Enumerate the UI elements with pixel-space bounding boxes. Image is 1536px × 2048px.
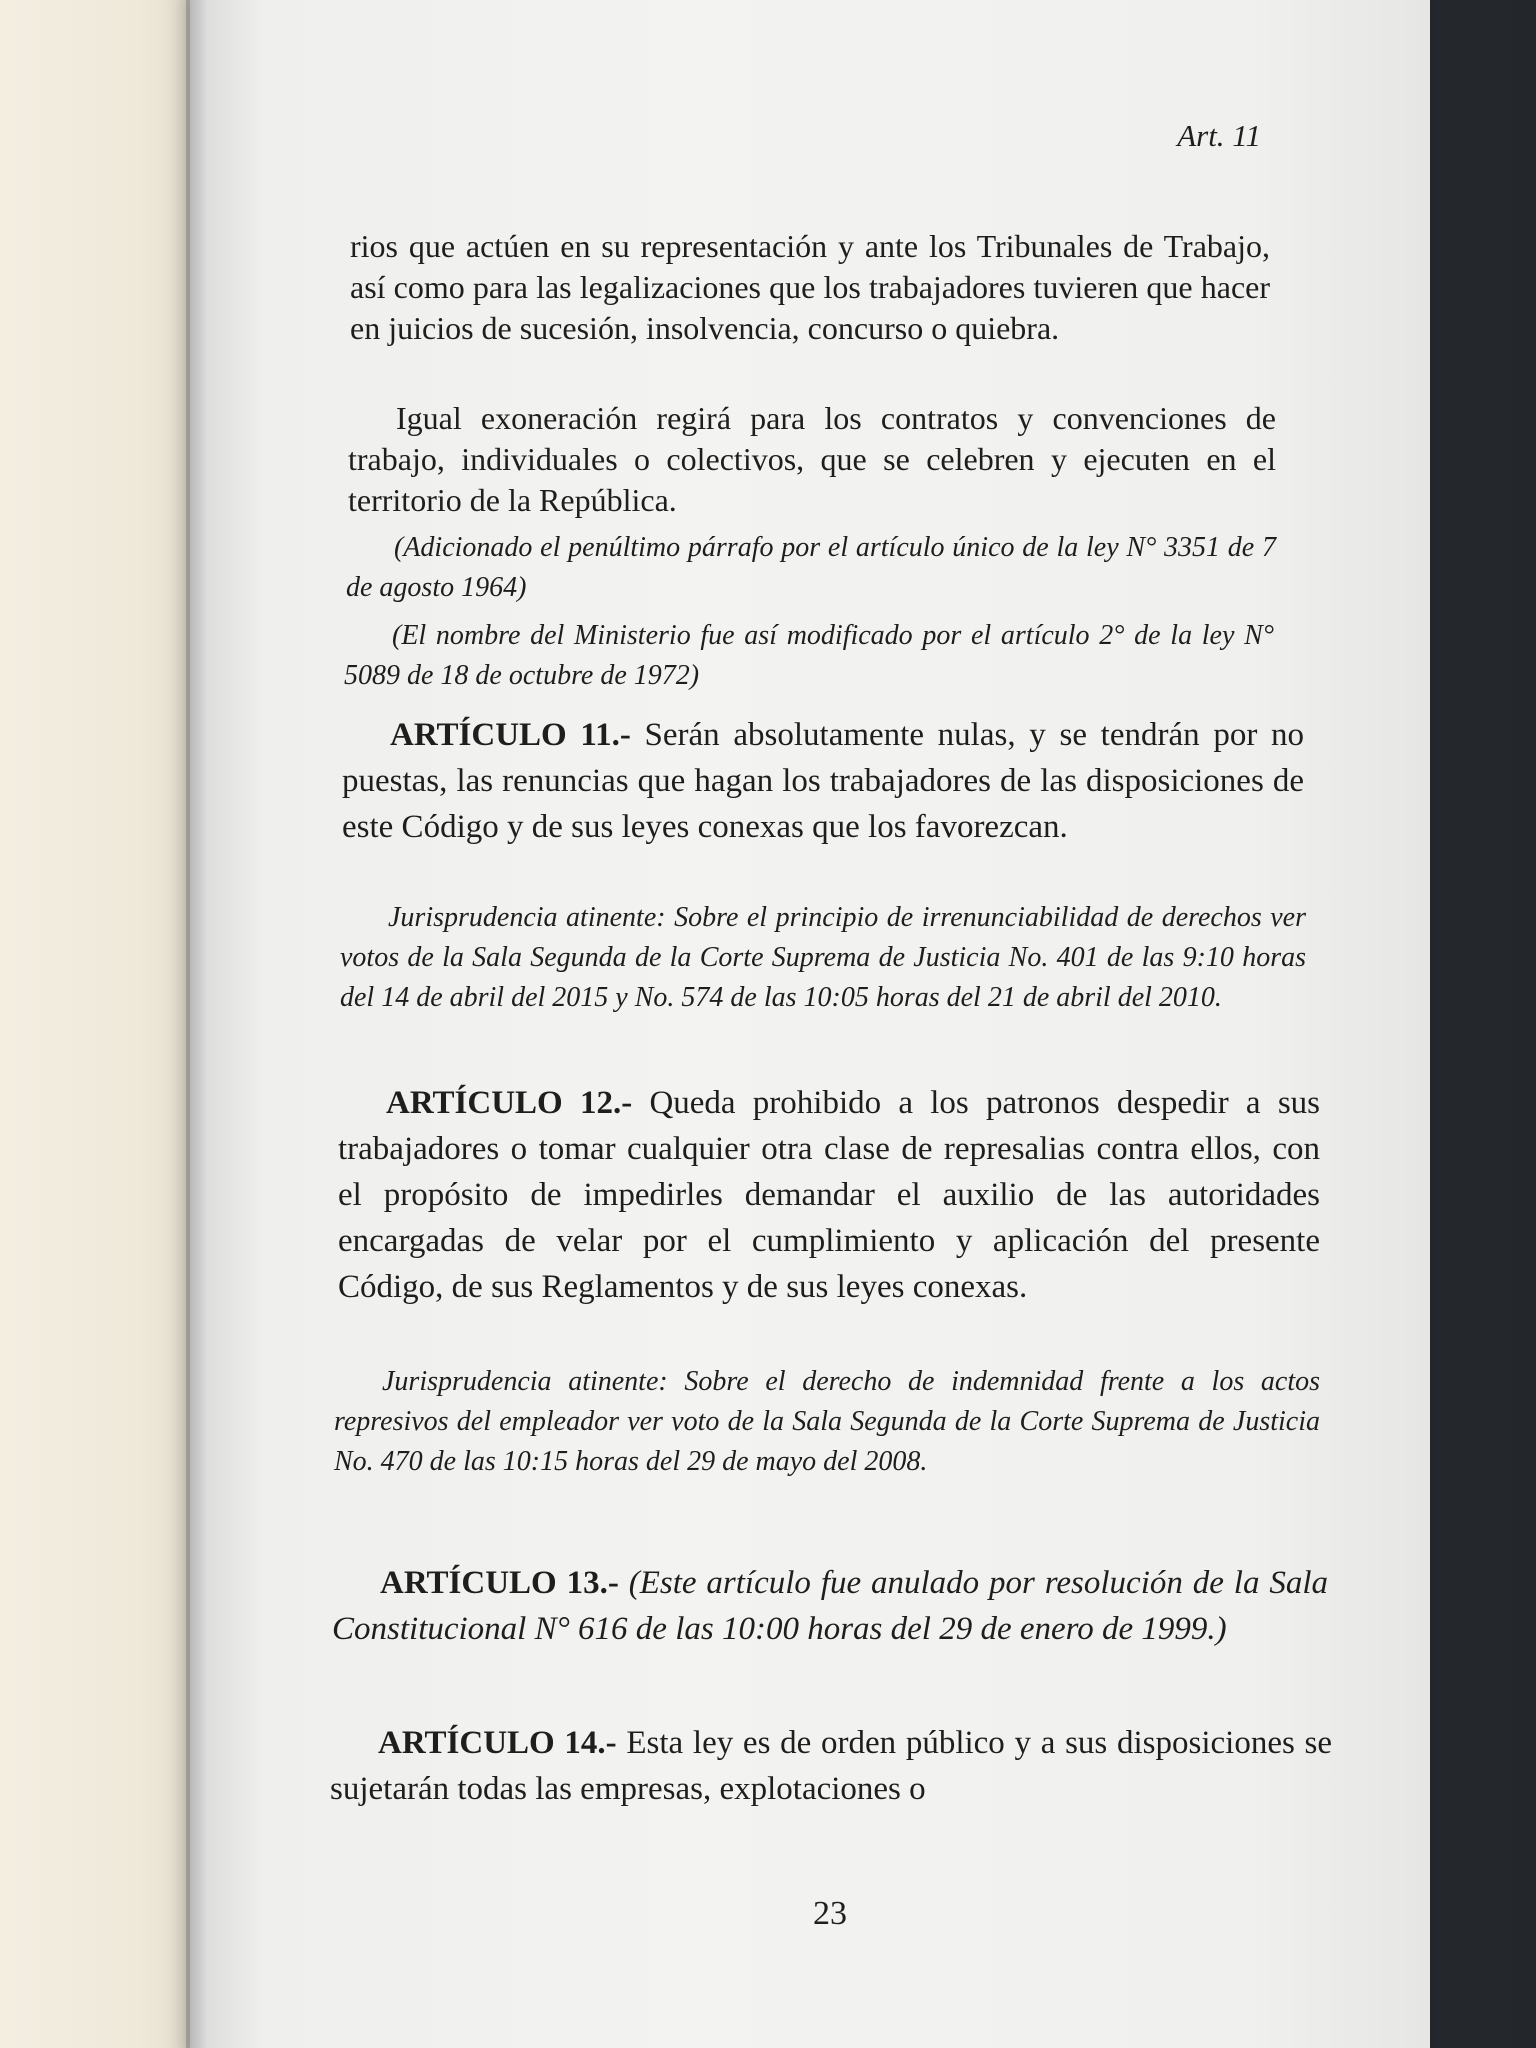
paragraph-exoneration: Igual exoneración regirá para los contratos y convenciones de trabajo, individuales o colectivos, que se celebren y ejecuten en el territorio de la República. <box>348 400 1276 518</box>
article-13-text: (Este artículo fue anulado por resolución de la Sala Constitucional N° 616 de las 10:00 horas del 29 de enero de 1999.) <box>332 1565 1329 1647</box>
page-number: 23 <box>813 1895 847 1932</box>
article-14-text: Esta ley es de orden público y a sus disposiciones se sujetarán todas las empresas, explotaciones o <box>330 1725 1333 1807</box>
article-12-heading: ARTÍCULO 12.- <box>386 1085 633 1121</box>
article-13 <box>332 1560 1328 1652</box>
article-12-jurisprudence: Jurisprudencia atinente: Sobre el derecho de indemnidad frente a los actos represivos del empleador ver voto de la Sala Segunda de la Corte Suprema de Justicia No. 470 de las 10:15 horas del 29 de mayo del 2008. <box>334 1366 1320 1477</box>
amendment-note-1: (Adicionado el penúltimo párrafo por el artículo único de la ley N° 3351 de 7 de agosto 1964) <box>346 532 1276 603</box>
article-11-text: Serán absolutamente nulas, y se tendrán por no puestas, las renuncias que hagan los trabajadores de las disposiciones de este Código y de sus leyes conexas que los favorezcan. <box>342 717 1305 845</box>
article-14 <box>330 1720 1332 1812</box>
article-12-text: Queda prohibido a los patronos despedir a sus trabajadores o tomar cualquier otra clase de represalias contra ellos, con el propósito de impedirles demandar el auxilio de las autoridades encargadas de velar por el cumplimiento y aplicación del presente Código, de sus Reglamentos y de sus leyes conexas. <box>338 1085 1321 1305</box>
article-14-heading: ARTÍCULO 14.- <box>378 1725 617 1761</box>
article-11-heading: ARTÍCULO 11.- <box>390 717 631 753</box>
article-13-heading: ARTÍCULO 13.- <box>380 1565 619 1601</box>
article-12 <box>338 1080 1320 1310</box>
amendment-note-2: (El nombre del Ministerio fue así modificado por el artículo 2° de la ley N° 5089 de 18 de octubre de 1972) <box>344 620 1274 691</box>
paragraph-continuation: rios que actúen en su representación y ante los Tribunales de Trabajo, así como para las legalizaciones que los trabajadores tuvieren que hacer en juicios de sucesión, insolvencia, concurso o quiebra. <box>350 228 1270 346</box>
article-11-jurisprudence: Jurisprudencia atinente: Sobre el principio de irrenunciabilidad de derechos ver votos de la Sala Segunda de la Corte Suprema de Justicia No. 401 de las 9:10 horas del 14 de abril del 2015 y No. 574 de las 10:05 horas del 21 de abril del 2010. <box>340 902 1306 1013</box>
running-head: Art. 11 <box>1177 118 1261 153</box>
article-11 <box>342 712 1304 850</box>
